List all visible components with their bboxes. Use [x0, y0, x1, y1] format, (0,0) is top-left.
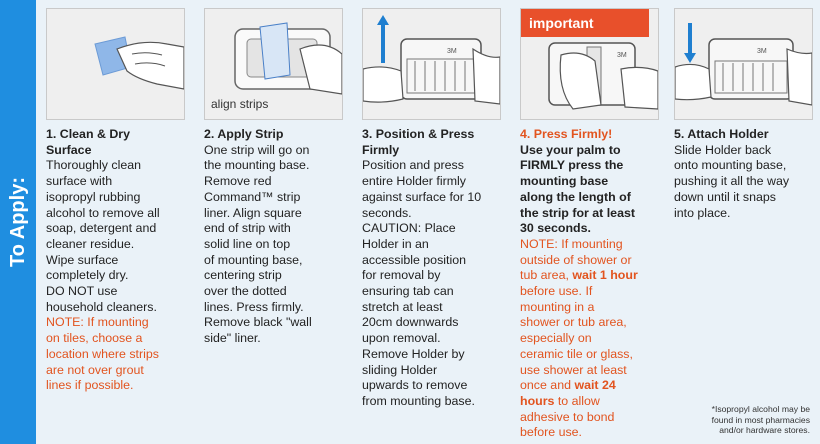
step-2-text [204, 127, 354, 347]
step-4-line: mounting base [520, 174, 609, 189]
step-3-line: for removal by [362, 268, 441, 283]
step-1-line: household cleaners. [46, 299, 157, 314]
step-3-title-2: Firmly [362, 142, 400, 157]
step-3-line: Position and press [362, 158, 464, 173]
step-4-note: NOTE: If mounting [520, 236, 623, 251]
step-1-illustration [46, 8, 185, 120]
step-3-line: Holder in an [362, 236, 429, 251]
step-4-note: ceramic tile or glass, [520, 346, 633, 361]
align-strips-caption: align strips [211, 97, 269, 111]
step-2-line: centering strip [204, 268, 282, 283]
step-2-line: solid line on top [204, 236, 291, 251]
step-1-note: lines if possible. [46, 378, 134, 393]
step-2-line: Remove red [204, 174, 272, 189]
step-3-line: sliding Holder [362, 362, 438, 377]
step-5-line: Slide Holder back [674, 142, 772, 157]
step-1-note: are not over grout [46, 362, 144, 377]
step-4-note [520, 378, 670, 394]
step-1-line: soap, detergent and [46, 221, 157, 236]
step-1-line: Wipe surface [46, 252, 119, 267]
step-4-note: outside of shower or [520, 252, 632, 267]
step-2-line: of mounting base, [204, 252, 303, 267]
step-4-note: shower or tub area, [520, 315, 627, 330]
step-3-text [362, 127, 512, 410]
step-4-note: use shower at least [520, 362, 627, 377]
step-4-title: 4. Press Firmly! [520, 127, 613, 141]
footnote [660, 404, 810, 436]
sidebar [0, 0, 36, 444]
step-2-line: liner. Align square [204, 205, 302, 220]
step-1-text [46, 127, 196, 394]
step-4-line: FIRMLY press the [520, 158, 624, 173]
step-3-line: stretch at least [362, 299, 443, 314]
step-4-line: Use your palm to [520, 142, 621, 157]
footnote-line: found in most pharmacies [711, 414, 810, 425]
step-1-line: alcohol to remove all [46, 205, 160, 220]
step-2-title: 2. Apply Strip [204, 127, 284, 141]
step-3-line: upon removal. [362, 331, 441, 346]
step-2-line: Command™ strip [204, 189, 301, 204]
hours: hours [520, 393, 555, 408]
step-4-note-part: tub area, [520, 268, 573, 283]
step-2-illustration [204, 8, 343, 120]
step-4-note-part: once and [520, 378, 575, 393]
step-3-line: against surface for 10 [362, 189, 482, 204]
step-3-line: seconds. [362, 205, 412, 220]
step-4-note: before use. If [520, 284, 593, 299]
step-2-line: lines. Press firmly. [204, 299, 304, 314]
step-2-line: Remove black "wall [204, 315, 312, 330]
step-1-note: location where strips [46, 346, 159, 361]
step-2-line: side" liner. [204, 331, 261, 346]
step-5-illustration [674, 8, 813, 120]
step-1-line: isopropyl rubbing [46, 189, 141, 204]
footnote-line: *Isopropyl alcohol may be [711, 404, 810, 414]
step-1-line: surface with [46, 174, 113, 189]
step-3-line: accessible position [362, 252, 467, 267]
step-4-note-part: to allow [554, 393, 600, 408]
step-3-line: from mounting base. [362, 393, 475, 408]
step-4-note: especially on [520, 331, 592, 346]
step-3-line: CAUTION: Place [362, 221, 456, 236]
step-4-note: before use. [520, 425, 582, 440]
step-3-illustration [362, 8, 501, 120]
step-3-line: Remove Holder by [362, 346, 465, 361]
step-4-note: mounting in a [520, 299, 595, 314]
step-1-line: completely dry. [46, 268, 129, 283]
footnote-line: and/or hardware stores. [719, 425, 810, 435]
step-4-note [520, 268, 670, 284]
step-1-line: DO NOT use [46, 284, 118, 299]
step-5-line: pushing it all the way [674, 174, 790, 189]
step-4-line: 30 seconds. [520, 221, 591, 236]
step-4-note: adhesive to bond [520, 409, 615, 424]
step-1-note: on tiles, choose a [46, 331, 143, 346]
step-2-line: the mounting base. [204, 158, 310, 173]
step-1-title: 1. Clean & Dry [46, 127, 131, 141]
step-5-title: 5. Attach Holder [674, 127, 769, 141]
step-5-line: into place. [674, 205, 731, 220]
step-5-line: down until it snaps [674, 189, 776, 204]
step-5-line: onto mounting base, [674, 158, 787, 173]
to-apply-label: To Apply: [7, 177, 29, 267]
device-3m-label: 3M [617, 52, 627, 59]
important-banner: important [521, 9, 649, 37]
step-3-line: entire Holder firmly [362, 174, 466, 189]
step-5-text [674, 127, 820, 221]
step-4-note [520, 394, 670, 410]
wait-24: wait 24 [574, 378, 616, 393]
device-3m-label: 3M [757, 48, 767, 55]
step-3-line: upwards to remove [362, 378, 468, 393]
step-1-title-2: Surface [46, 142, 92, 157]
wait-1-hour: wait 1 hour [572, 268, 638, 283]
step-4-line: the strip for at least [520, 205, 635, 220]
step-2-line: over the dotted [204, 284, 287, 299]
step-2-line: end of strip with [204, 221, 291, 236]
device-3m-label: 3M [447, 48, 457, 55]
step-1-line: cleaner residue. [46, 236, 135, 251]
step-1-note: NOTE: If mounting [46, 315, 149, 330]
step-1-line: Thoroughly clean [46, 158, 142, 173]
step-2-line: One strip will go on [204, 142, 310, 157]
step-4-line: along the length of [520, 189, 631, 204]
step-4-illustration [520, 8, 659, 120]
step-3-title: 3. Position & Press [362, 127, 475, 141]
step-3-line: 20cm downwards [362, 315, 459, 330]
step-4-text [520, 127, 670, 441]
step-3-line: ensuring tab can [362, 284, 454, 299]
